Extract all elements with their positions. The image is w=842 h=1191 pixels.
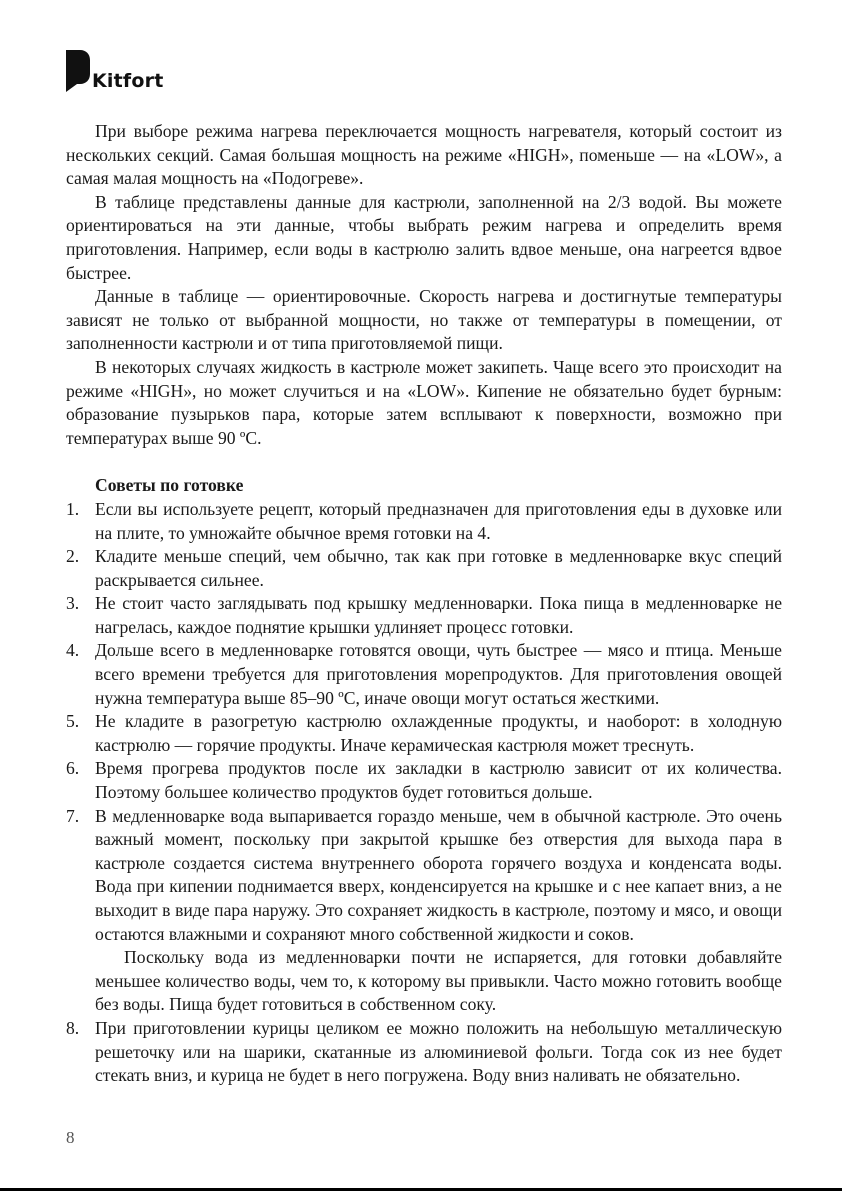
brand-name: Kitfort [92, 70, 164, 92]
tips-list [66, 498, 782, 1088]
item-text: Не стоит часто заглядывать под крышку медленноварки. Пока пища в медленноварке не нагрелась, каждое поднятие крышки удлиняет процесс готовки. [95, 593, 782, 637]
item-text: Время прогрева продуктов после их закладки в кастрюлю зависит от их количества. Поэтому большее количество продуктов будет готовиться дольше. [95, 758, 782, 803]
intro-paragraph: Данные в таблице — ориентировочные. Скорость нагрева и достигнутые температуры зависят не только от выбранной мощности, но также от температуры в помещении, от заполненности кастрюли и от типа приготовляемой пищи. [66, 286, 782, 354]
item-number: 4. [66, 640, 80, 661]
intro-paragraph: В некоторых случаях жидкость в кастрюле может закипеть. Чаще всего это происходит на режиме «HIGH», но может случиться и на «LOW». Кипение не обязательно будет бурным: образование пузырьков пара, которые затем всплывают к поверхности, возможно при температурах выше 90 ºС. [66, 356, 782, 448]
brand-logo [66, 50, 164, 92]
item-number: 2. [66, 546, 80, 567]
list-item [66, 592, 782, 639]
item-number: 8. [66, 1017, 80, 1038]
item-text: В медленноварке вода выпаривается гораздо меньше, чем в обычной кастрюле. Это очень важный момент, поскольку при закрытой крышке без отверстия для выхода пара в кастрюле создается система внутреннего оборота горячего воздуха и конденсата воды. Вода при кипении поднимается вверх, конденсируется на крышке и с нее капает вниз, а не выходит в виде пара наружу. Это сохраняет жидкость в кастрюле, поэтому и мясо, и овощи остаются влажными и сохраняют много собственной жидкости и соков. [95, 805, 782, 944]
kitfort-logo-icon [66, 50, 90, 92]
item-text: Не кладите в разогретую кастрюлю охлажденные продукты, и наоборот: в холодную кастрюлю — горячие продукты. Иначе керамическая кастрюля может треснуть. [95, 711, 782, 755]
intro-paragraph: При выборе режима нагрева переключается мощность нагревателя, который состоит из нескольких секций. Самая большая мощность на режиме «HIGH», поменьше — на «LOW», а самая малая мощность на «Подогреве». [66, 121, 782, 189]
item-text: Дольше всего в медленноварке готовятся овощи, чуть быстрее — мясо и птица. Меньше всего времени требуется для приготовления морепродуктов. Для приготовления овощей нужна температура выше 85–90 ºС, иначе овощи могут остаться жесткими. [95, 640, 782, 708]
list-item [66, 545, 782, 592]
item-number: 6. [66, 758, 80, 779]
page-number: 8 [66, 1128, 75, 1147]
section-title: Советы по готовке [95, 475, 244, 496]
list-item [66, 710, 782, 757]
list-item [66, 639, 782, 710]
item-text: Кладите меньше специй, чем обычно, так как при готовке в медленноварке вкус специй раскрывается сильнее. [95, 546, 782, 590]
item-number: 5. [66, 711, 80, 732]
page-body [66, 120, 782, 1088]
item-number: 3. [66, 593, 80, 614]
intro-paragraph: В таблице представлены данные для кастрюли, заполненной на 2/3 водой. Вы можете ориентироваться на эти данные, чтобы выбрать режим нагрева и определить время приготовления. Например, если воды в кастрюлю залить вдвое меньше, она нагреется вдвое быстрее. [66, 191, 782, 283]
item-text: Если вы используете рецепт, который предназначен для приготовления еды в духовке или на плите, то умножайте обычное время готовки на 4. [95, 498, 782, 543]
list-item [66, 805, 782, 1017]
list-item [66, 757, 782, 804]
item-extra-text: Поскольку вода из медленноварки почти не испаряется, для готовки добавляйте меньшее количество воды, чем то, к которому вы привыкли. Часто можно готовить вообще без воды. Пища будет готовиться в собственном соку. [95, 947, 782, 1015]
item-number: 1. [66, 498, 80, 519]
item-text: При приготовлении курицы целиком ее можно положить на небольшую металлическую решеточку или на шарики, скатанные из алюминиевой фольги. Тогда сок из нее будет стекать вниз, и курица не будет в него погружена. Воду вниз наливать не обязательно. [95, 1017, 782, 1086]
list-item [66, 1017, 782, 1088]
list-item [66, 498, 782, 545]
item-number: 7. [66, 805, 80, 826]
